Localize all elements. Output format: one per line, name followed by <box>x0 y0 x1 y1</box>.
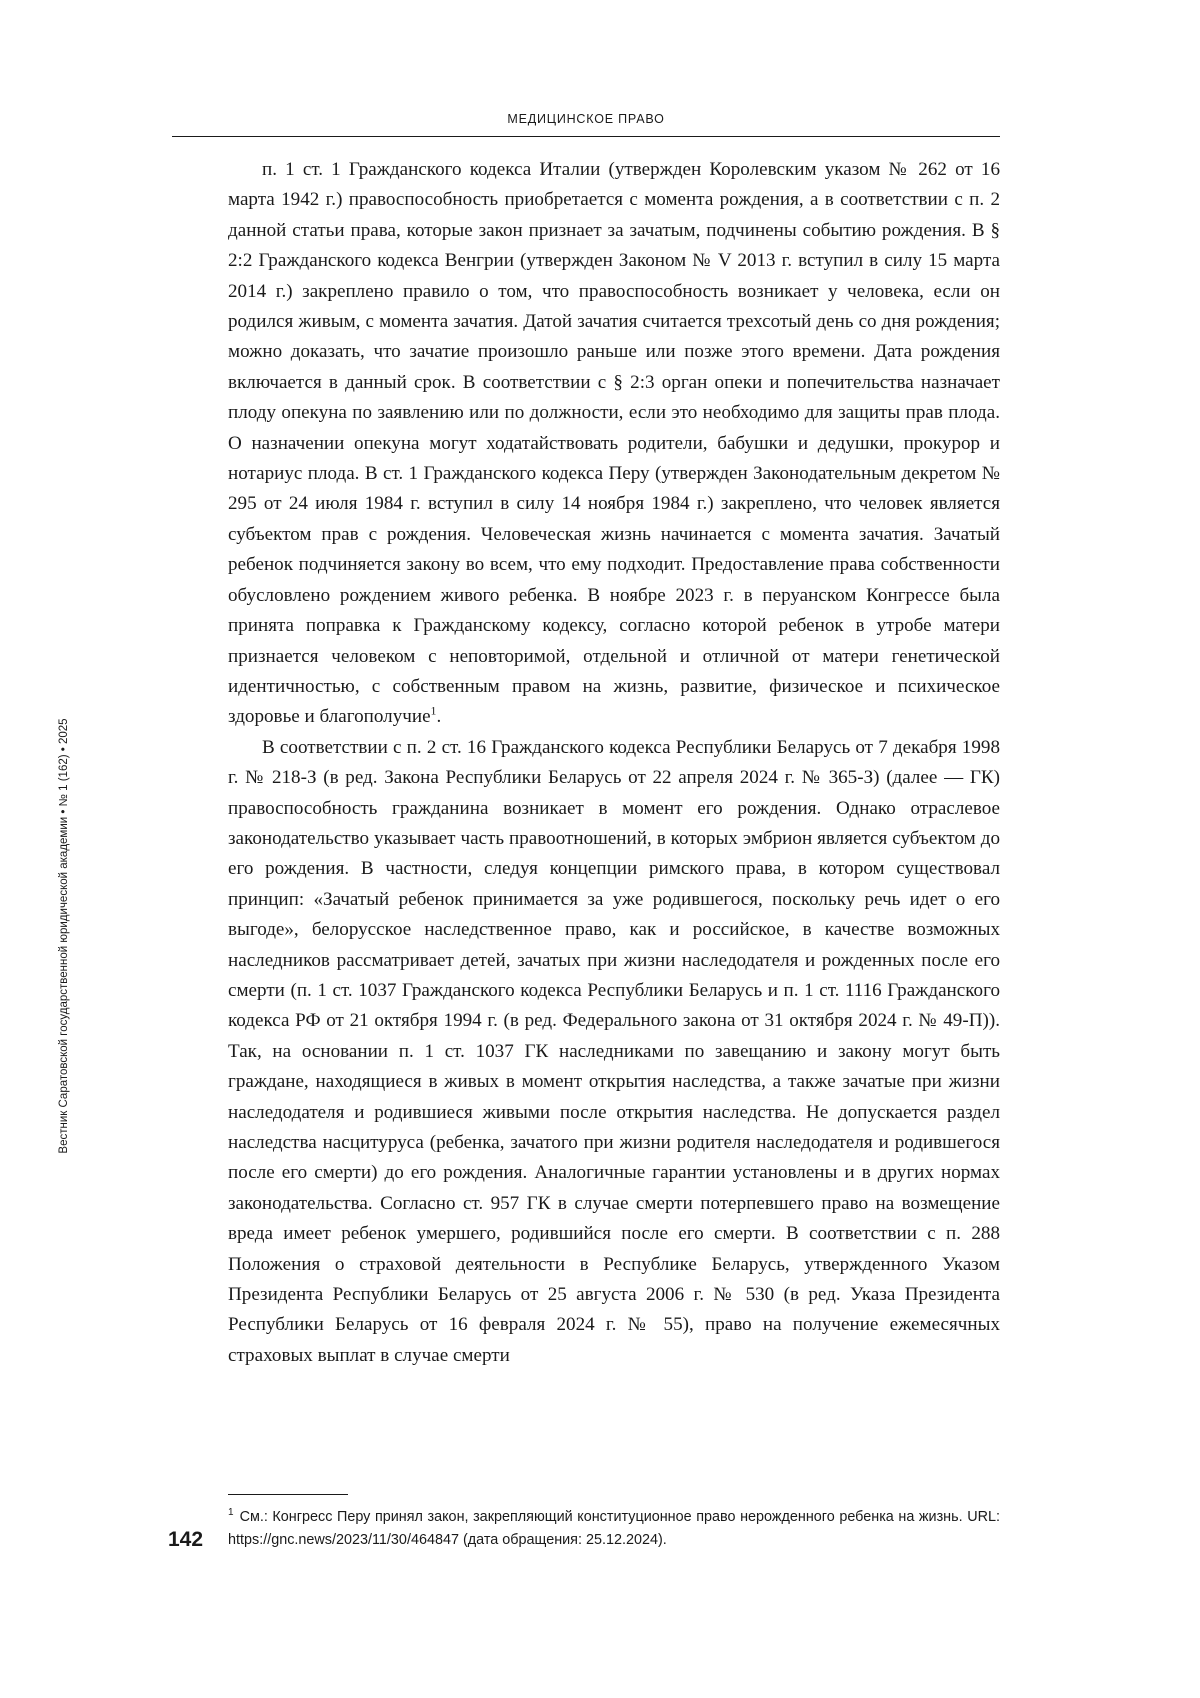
running-head: МЕДИЦИНСКОЕ ПРАВО <box>507 112 665 126</box>
paragraph-2-text: В соответствии с п. 2 ст. 16 Гражданского кодекса Республики Беларусь от 7 декабря 1998 г. № 218-З (в ред. Закона Республики Беларусь от 22 апреля 2024 г. № 365-З) (далее — ГК) правоспособность гражданина возникает в момент его рождения. Однако отраслевое законодательство указывает часть правоотношений, в которых эмбрион является субъектом до его рождения. В частности, следуя концепции римского права, в котором существовал принцип: «Зачатый ребенок принимается за уже родившегося, поскольку речь идет о его выгоде», белорусское наследственное право, как и российское, в качестве возможных наследников рассматривает детей, зачатых при жизни наследодателя и рожденных после его смерти (п. 1 ст. 1037 Гражданского кодекса Республики Беларусь и п. 1 ст. 1116 Гражданского кодекса РФ от 21 октября 1994 г. (в ред. Федерального закона от 31 октября 2024 г. № 49-П)). Так, на основании п. 1 ст. 1037 ГК наследниками по завещанию и закону могут быть граждане, находящиеся в живых в момент открытия наследства, а также зачатые при жизни наследодателя и родившиеся живыми после открытия наследства. Не допускается раздел наследства насцитуруса (ребенка, зачатого при жизни родителя наследодателя и родившегося после его смерти) до его рождения. Аналогичные гарантии установлены и в других нормах законодательства. Согласно ст. 957 ГК в случае смерти потерпевшего право на возмещение вреда имеет ребенок умершего, родившийся после его смерти. В соответствии с п. 288 Положения о страховой деятельности в Республике Беларусь, утвержденного Указом Президента Республики Беларусь от 25 августа 2006 г. № 530 (в ред. Указа Президента Республики Беларусь от 16 февраля 2024 г. № 55), право на получение ежемесячных страховых выплат в случае смерти <box>228 736 1000 1366</box>
journal-side-caption: Вестник Саратовской государственной юридической академии • № 1 (162) • 2025 <box>58 718 70 1154</box>
paragraph-1: п. 1 ст. 1 Гражданского кодекса Италии (утвержден Королевским указом № 262 от 16 марта 1942 г.) правоспособность приобретается с момента рождения, а в соответствии с п. 2 данной статьи права, которые закон признает за зачатым, подчинены событию рождения. В § 2:2 Гражданского кодекса Венгрии (утвержден Законом № V 2013 г. вступил в силу 15 марта 2014 г.) закреплено правило о том, что правоспособность возникает у человека, если он родился живым, с момента зачатия. Датой зачатия считается трехсотый день со дня рождения; можно доказать, что зачатие произошло раньше или позже этого времени. Дата рождения включается в данный срок. В соответствии с § 2:3 орган опеки и попечительства назначает плоду опекуна по заявлению или по должности, если это необходимо для защиты прав плода. О назначении опекуна могут ходатайствовать родители, бабушки и дедушки, прокурор и нотариус плода. В ст. 1 Гражданского кодекса Перу (утвержден Законодательным декретом № 295 от 24 июля 1984 г. вступил в силу 14 ноября 1984 г.) закреплено, что человек является субъектом прав с рождения. Человеческая жизнь начинается с момента зачатия. Зачатый ребенок подчиняется закону во всем, что ему подходит. Предоставление права собственности обусловлено рождением живого ребенка. В ноябре 2023 г. в перуанском Конгрессе была принята поправка к Гражданскому кодексу, согласно которой ребенок в утробе матери признается человеком с неповторимой, отдельной и отличной от матери генетической идентичностью, с собственным правом на жизнь, развитие, физическое и психическое здоровье и благополучие$^1$. <box>228 159 1000 728</box>
footnote-block <box>228 1506 1000 1552</box>
page-number: 142 <box>168 1528 204 1551</box>
footnote-reference: 1 <box>430 703 437 718</box>
header-rule <box>172 136 1000 137</box>
footnote-separator-rule <box>228 1494 348 1495</box>
footnote-text: См.: Конгресс Перу принял закон, закрепляющий конституционное право нерожденного ребенка на жизнь. URL: https://gnc.news/2023/11/30/464847 (дата обращения: 25.12.2024). <box>228 1509 1000 1548</box>
footnote-marker: 1 <box>228 1507 234 1519</box>
paragraph-1-text: п. 1 ст. 1 Гражданского кодекса Италии (утвержден Королевским указом № 262 от 16 марта 1942 г.) правоспособность приобретается с момента рождения, а в соответствии с п. 2 данной статьи права, которые закон признает за зачатым, подчинены событию рождения. В § 2:2 Гражданского кодекса Венгрии (утвержден Законом № V 2013 г. вступил в силу 15 марта 2014 г.) закреплено правило о том, что правоспособность возникает у человека, если он родился живым, с момента зачатия. Датой зачатия считается трехсотый день со дня рождения; можно доказать, что зачатие произошло раньше или позже этого времени. Дата рождения включается в данный срок. В соответствии с § 2:3 орган опеки и попечительства назначает плоду опекуна по заявлению или по должности, если это необходимо для защиты прав плода. О назначении опекуна могут ходатайствовать родители, бабушки и дедушки, прокурор и нотариус плода. В ст. 1 Гражданского кодекса Перу (утвержден Законодательным декретом № 295 от 24 июля 1984 г. вступил в силу 14 ноября 1984 г.) закреплено, что человек является субъектом прав с рождения. Человеческая жизнь начинается с момента зачатия. Зачатый ребенок подчиняется закону во всем, что ему подходит. Предоставление права собственности обусловлено рождением живого ребенка. В ноябре 2023 г. в перуанском Конгрессе была принята поправка к Гражданскому кодексу, согласно которой ребенок в утробе матери признается человеком с неповторимой, отдельной и отличной от матери генетической идентичностью, с собственным правом на жизнь, развитие, физическое и психическое здоровье и благополучие <box>228 159 1000 728</box>
body-text-column <box>228 155 1000 1371</box>
paragraph-2 <box>228 733 1000 1372</box>
